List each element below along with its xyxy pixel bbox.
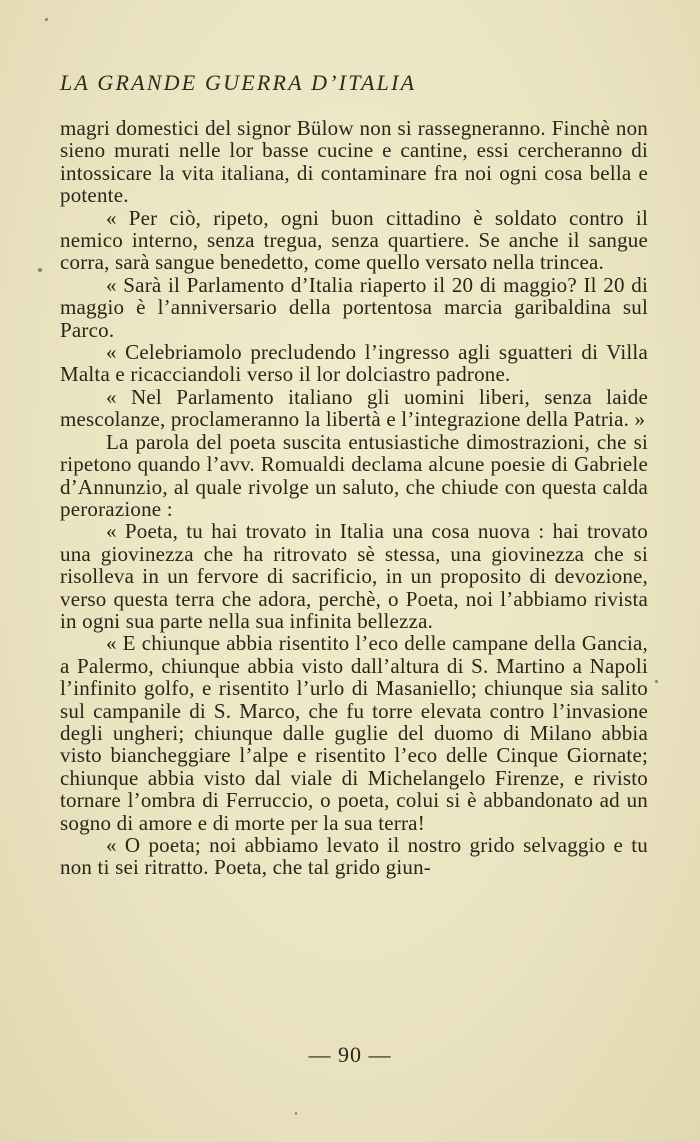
paragraph: « O poeta; noi abbiamo levato il nostro grido selvaggio e tu non ti sei ritratto. Poeta, che tal grido giun- <box>60 833 648 880</box>
paper-speck <box>38 268 42 272</box>
paragraph: « Sarà il Parlamento d’Italia riaperto il 20 di maggio? Il 20 di maggio è l’anniversario della portentosa marcia garibaldina sul Parco. <box>60 272 648 342</box>
paragraph: « Poeta, tu hai trovato in Italia una cosa nuova : hai trovato una giovinezza che ha ritrovato sè stessa, una giovinezza che si risolleva in un fervore di sacrificio, in un proposito di devozione, verso questa terra che adora, perchè, o Poeta, noi l’abbiamo rivista in ogni sua parte nella sua infinita bellezza. <box>60 519 648 633</box>
paragraph: « E chiunque abbia risentito l’eco delle campane della Gancia, a Palermo, chiunque abbia visto dall’altura di S. Martino a Napoli l’infinito golfo, e risentito l’urlo di Masaniello; chiunque sia salito sul campanile di S. Marco, che fu torre elevata contro l’invasione degli ungheri; chiunque dalle guglie del duomo di Milano abbia visto biancheggiare l’alpe e risentito l’eco delle Cinque Giornate; chiunque abbia visto dal viale di Michelangelo Firenze, e rivisto tornare l’ombra di Ferruccio, o poeta, colui si è abbandonato ad un sogno di amore e di morte per la sua terra! <box>60 631 648 835</box>
paragraph: magri domestici del signor Bülow non si rassegneranno. Finchè non sieno murati nelle lor basse cucine e cantine, essi cercheranno di intossicare la vita italiana, di contaminare fra noi ogni cosa bella e potente. <box>60 116 648 208</box>
page-number: — 90 — <box>308 1042 392 1067</box>
paragraph: La parola del poeta suscita entusiastiche dimostrazioni, che si ripetono quando l’avv. Romualdi declama alcune poesie di Gabriele d’Annunzio, al quale rivolge un saluto, che chiude con questa calda perorazione : <box>60 429 648 521</box>
paper-speck <box>45 18 48 21</box>
running-head: LA GRANDE GUERRA D’ITALIA <box>60 70 417 95</box>
paragraph: « Celebriamolo precludendo l’ingresso agli sguatteri di Villa Malta e ricacciandoli verso il lor dolciastro padrone. <box>60 340 648 387</box>
body-text <box>60 117 648 879</box>
paragraph: « Per ciò, ripeto, ogni buon cittadino è soldato contro il nemico interno, senza tregua, senza quartiere. Se anche il sangue corra, sarà sangue benedetto, come quello versato nella trincea. <box>60 205 648 275</box>
paper-speck <box>295 1112 297 1115</box>
paper-speck <box>655 680 658 683</box>
paragraph: « Nel Parlamento italiano gli uomini liberi, senza laide mescolanze, proclameranno la libertà e l’integrazione della Patria. » <box>60 384 648 432</box>
